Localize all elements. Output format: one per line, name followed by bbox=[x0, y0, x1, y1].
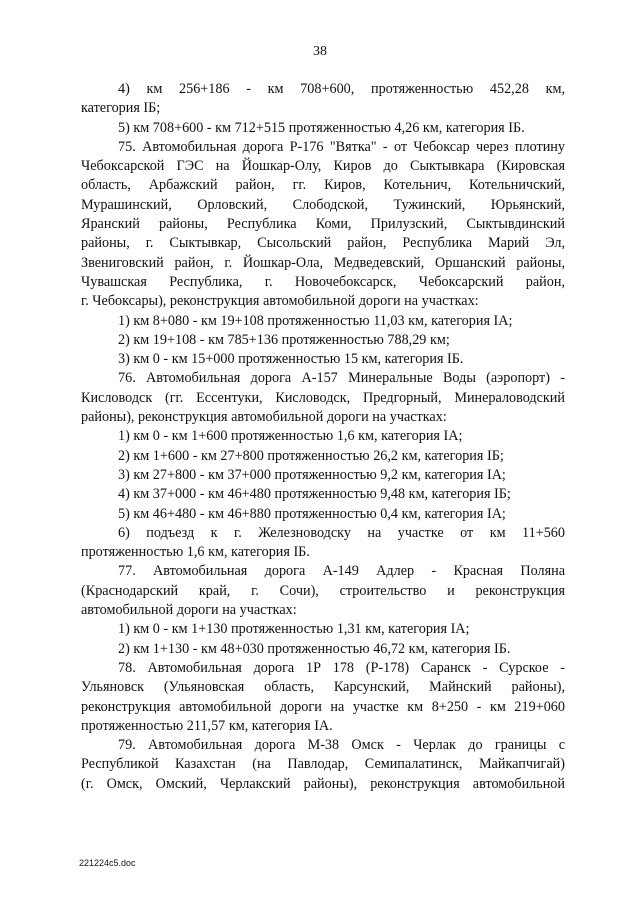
text-line: 76. Автомобильная дорога А-157 Минеральные Воды (аэропорт) - bbox=[118, 370, 565, 387]
text-line: Ульяновск (Ульяновская область, Карсунский, Майнский районы), bbox=[81, 679, 565, 696]
text-line: 6) подъезд к г. Железноводску на участке от км 11+560 bbox=[118, 524, 565, 541]
text-line: (г. Омск, Омский, Черлакский районы), реконструкция автомобильной bbox=[81, 775, 565, 792]
text-line: 3) км 27+800 - км 37+000 протяженностью 9,2 км, категория IА; bbox=[118, 466, 506, 483]
document-body bbox=[81, 80, 565, 794]
text-line: реконструкция автомобильной дороги на участке км 8+250 - км 219+060 bbox=[81, 698, 565, 715]
text-line: 2) км 19+108 - км 785+136 протяженностью 788,29 км; bbox=[118, 331, 450, 348]
text-line: 4) км 37+000 - км 46+480 протяженностью 9,48 км, категория IБ; bbox=[118, 486, 511, 503]
text-line: Республикой Казахстан (на Павлодар, Семипалатинск, Майкапчигай) bbox=[81, 756, 565, 773]
text-line: Кисловодск (гг. Ессентуки, Кисловодск, Предгорный, Минераловодский bbox=[81, 389, 565, 406]
text-line: 1) км 0 - км 1+600 протяженностью 1,6 км, категория IА; bbox=[118, 428, 463, 445]
text-line: 5) км 708+600 - км 712+515 протяженностью 4,26 км, категория IБ. bbox=[118, 119, 525, 136]
text-line: 78. Автомобильная дорога 1Р 178 (Р-178) Саранск - Сурское - bbox=[118, 659, 565, 676]
text-line: 75. Автомобильная дорога Р-176 "Вятка" - от Чебоксар через плотину bbox=[118, 138, 565, 155]
text-line: протяженностью 211,57 км, категория IА. bbox=[81, 717, 333, 734]
text-line: 2) км 1+600 - км 27+800 протяженностью 26,2 км, категория IБ; bbox=[118, 447, 504, 464]
text-line: Чебоксарской ГЭС на Йошкар-Олу, Киров до Сыктывкара (Кировская bbox=[81, 158, 565, 175]
text-line: категория IБ; bbox=[81, 100, 161, 117]
text-line: 2) км 1+130 - км 48+030 протяженностью 46,72 км, категория IБ. bbox=[118, 640, 511, 657]
text-line: (Краснодарский край, г. Сочи), строительство и реконструкция bbox=[81, 582, 565, 599]
text-line: область, Арбажский район, гг. Киров, Котельнич, Котельничский, bbox=[81, 177, 565, 194]
text-line: 3) км 0 - км 15+000 протяженностью 15 км, категория IБ. bbox=[118, 351, 464, 368]
text-line: 4) км 256+186 - км 708+600, протяженностью 452,28 км, bbox=[118, 81, 565, 97]
text-line: протяженностью 1,6 км, категория IБ. bbox=[81, 544, 310, 561]
text-line: 1) км 0 - км 1+130 протяженностью 1,31 км, категория IА; bbox=[118, 621, 470, 638]
text-line: районы, г. Сыктывкар, Сысольский район, Республика Марий Эл, bbox=[81, 235, 565, 252]
text-line: 1) км 8+080 - км 19+108 протяженностью 11,03 км, категория IА; bbox=[118, 312, 513, 329]
text-line: 5) км 46+480 - км 46+880 протяженностью 0,4 км, категория IА; bbox=[118, 505, 506, 522]
text-line: районы), реконструкция автомобильной дороги на участках: bbox=[81, 409, 447, 426]
page-number: 38 bbox=[313, 44, 327, 59]
text-line: 79. Автомобильная дорога М-38 Омск - Черлак до границы с bbox=[118, 737, 565, 754]
text-line: г. Чебоксары), реконструкция автомобильной дороги на участках: bbox=[81, 293, 479, 310]
text-line: автомобильной дороги на участках: bbox=[81, 602, 297, 619]
text-line: Звениговский район, г. Йошкар-Ола, Медведевский, Оршанский районы, bbox=[81, 254, 565, 271]
text-line: Яранский районы, Республика Коми, Прилузский, Сыктывдинский bbox=[81, 216, 565, 233]
text-line: 77. Автомобильная дорога А-149 Адлер - Красная Поляна bbox=[118, 563, 565, 580]
text-line: Чувашская Республика, г. Новочебоксарск, Чебоксарский район, bbox=[81, 273, 565, 290]
text-line: Мурашинский, Орловский, Слободской, Тужинский, Юрьянский, bbox=[81, 196, 565, 213]
footer-file-code: 221224c5.doc bbox=[79, 858, 136, 868]
